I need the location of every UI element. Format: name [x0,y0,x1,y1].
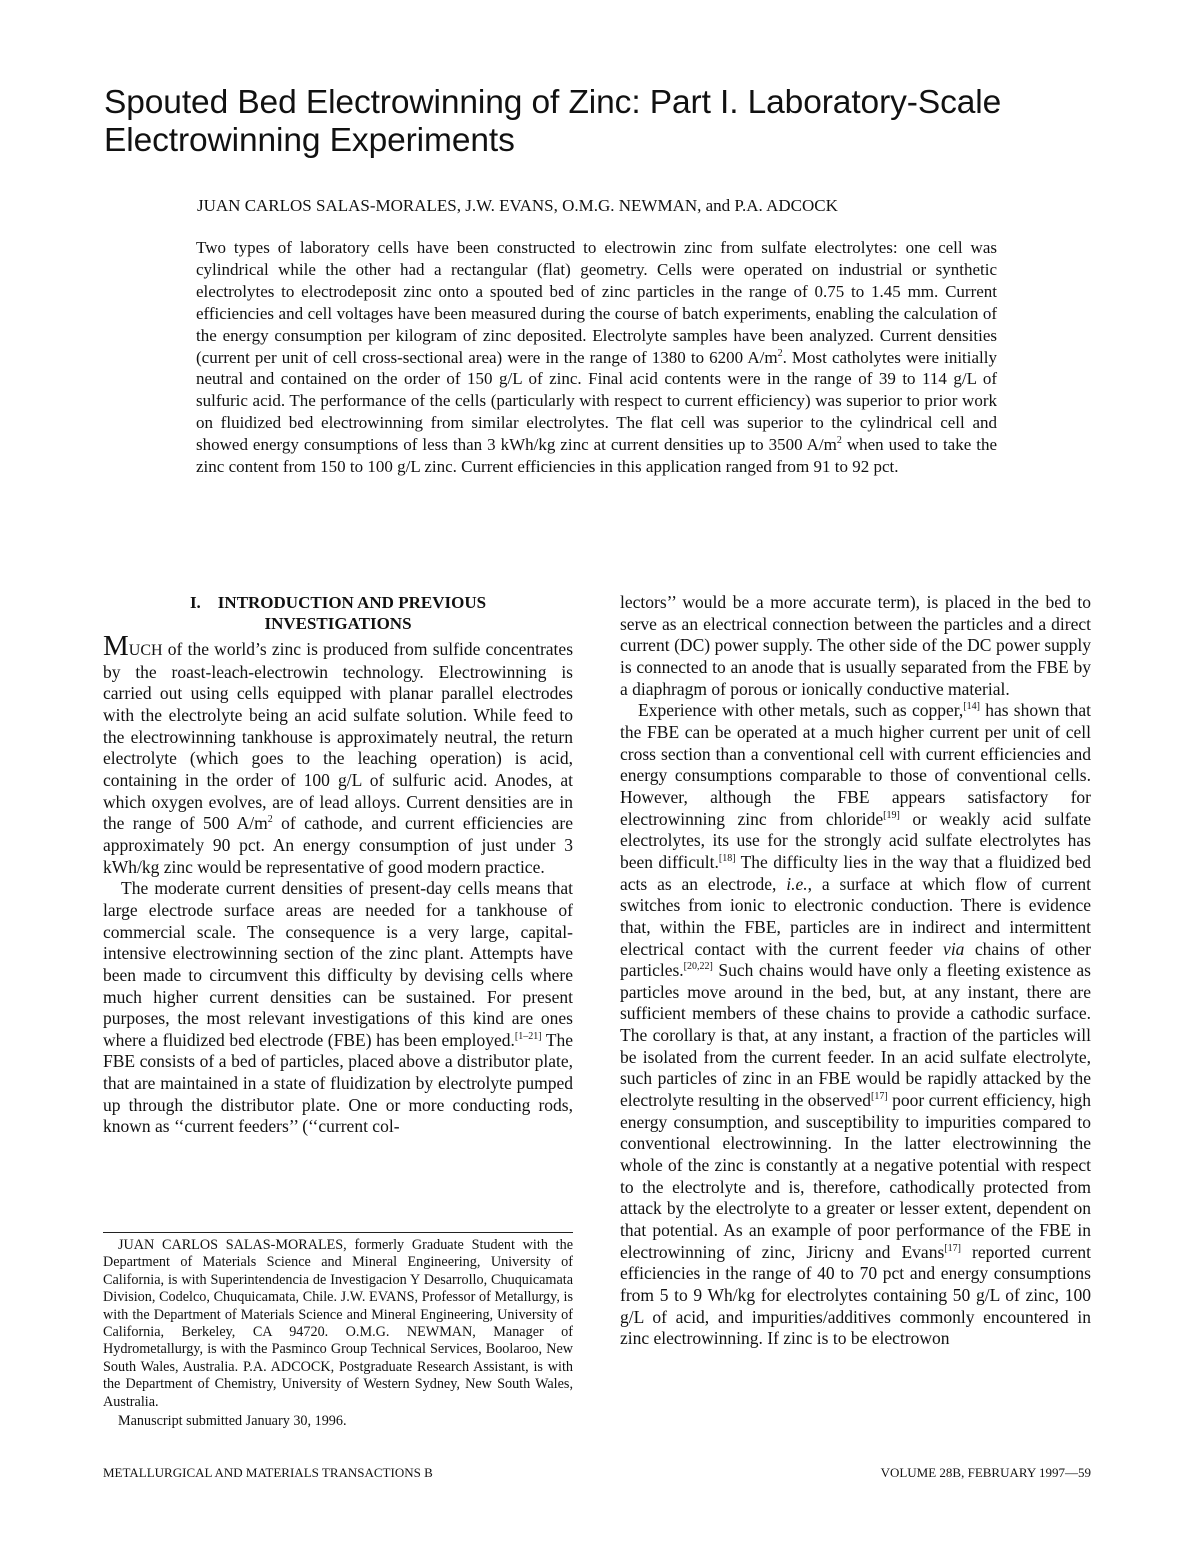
paragraph-text: or weakly acid sulfate electrolytes, its use for the strongly acid sulfate electrolytes has been difficult. [620,808,1092,872]
fbe-paragraph [620,700,1091,1350]
citation: [17] [870,1091,888,1103]
citation: [18] [718,852,736,864]
abstract-text: when used to take the zinc content from 150 to 100 g/L zinc. Current efficiencies in this application ranged from 91 to 92 pct. [196,435,997,477]
citation: [14] [963,701,980,713]
section-heading: I. INTRODUCTION AND PREVIOUS INVESTIGATIONS [189,593,487,633]
paragraph-text: of cathode, and current efficiencies are approximately 90 pct. An energy consumption of just under 3 kWh/kg zinc would be representative of good modern practice. [103,813,573,877]
continued-paragraph: lectors’’ would be a more accurate term), is placed in the bed to serve as an electrical connection between the particles and a direct current (DC) power supply. The other side of the DC power supply is connected to an anode that is usually separated from the FBE by a diaphragm of porous or ionically conductive material. [620,592,1091,699]
superscript: 2 [777,347,783,359]
intro-paragraph-2 [103,878,573,1138]
right-column [620,592,1091,1350]
abstract-text: Two types of laboratory cells have been constructed to electrowin zinc from sulfate electrolytes: one cell was cylindrical while the other had a rectangular (flat) geometry. Cells were operated on industrial or synthetic electrolytes to electrodeposit zinc onto a spouted bed of zinc particles in the range of 0.75 to 1.45 mm. Current efficiencies and cell voltages have been measured during the course of batch experiments, enabling the calculation of the energy consumption per kilogram of zinc deposited. Electrolyte samples have been analyzed. Current densities (current per unit of cell cross-sectional area) were in the range of 1380 to 6200 A/m [196,238,997,367]
left-column [103,592,573,1138]
paragraph-text: chains of other particles. [620,938,1092,981]
citation: [1–21] [514,1030,542,1042]
volume-page-footer: VOLUME 28B, FEBRUARY 1997—59 [880,1465,1091,1480]
italic-text: via [943,938,965,959]
paragraph-text: has shown that the FBE can be operated at a much higher current per unit of cell cross section than a conventional cell with current efficiencies and energy consumptions comparable to those of conventional cells. However, although the FBE appears satisfactory for electrowinning zinc from chloride [620,700,1091,829]
paragraph-text: reported current efficiencies in the range of 40 to 70 pct and energy consumptions from 5 to 9 Wh/kg for electrolytes containing 50 g/L of zinc, 100 g/L of acid, and impurities/additives commonly encountered in zinc electrowinning. If zinc is to be electrowon [620,1241,1092,1349]
paragraph-text: Such chains would have only a fleeting existence as particles move around in the bed, but, at any instant, there are sufficient members of these chains to provide a cathodic surface. The corollary is that, at any instant, a fraction of the particles will be isolated from the current feeder. In an acid sulfate electrolyte, such particles of zinc in an FBE would be rapidly attacked by the electrolyte resulting in the observed [620,960,1091,1111]
citation: [19] [883,809,900,821]
italic-text: i.e. [786,873,808,894]
paragraph-text: The moderate current densities of present-day cells means that large electrode surface areas are needed for a tankhouse of commercial scale. The consequence is a very large, capital-intensive electrowinning section of the zinc plant. Attempts have been made to circumvent this difficulty by devising cells where much higher current densities can be sustained. For present purposes, the most relevant investigations of this kind are ones where a fluidized bed electrode (FBE) has been employed. [103,878,573,1050]
author-list: JUAN CARLOS SALAS-MORALES, J.W. EVANS, O.M.G. NEWMAN, and P.A. ADCOCK [197,196,838,215]
citation: [17] [944,1242,961,1254]
submission-date: Manuscript submitted January 30, 1996. [118,1413,347,1429]
paragraph-text: The difficulty lies in the way that a fluidized bed acts as an electrode, [620,851,1091,894]
paragraph-text: The FBE consists of a bed of particles, placed above a distributor plate, that are maintained in a state of fluidization by electrolyte pumped up through the distributor plate. One or more conducting rods, known as ‘‘current feeders’’ (‘‘current col- [103,1029,573,1137]
intro-paragraph-1 [103,630,573,878]
journal-name-footer: METALLURGICAL AND MATERIALS TRANSACTIONS B [103,1465,433,1480]
paragraph-text: poor current efficiency, high energy consumption, and susceptibility to impurities compared to conventional electrowinning. In the latter electrowinning the whole of the zinc is constantly at a negative potential with respect to the electrolyte and is, therefore, cathodically protected from attack by the electrolyte to a greater or lesser extent, dependent on that potential. As an example of poor performance of the FBE in electrowinning of zinc, Jiricny and Evans [620,1090,1091,1262]
footnote-divider [103,1232,573,1233]
paragraph-text: Experience with other metals, such as copper, [638,700,964,721]
paragraph-text: of the world’s zinc is produced from sulfide concentrates by the roast-leach-electrowin technology. Electrowinning is carried out using cells equipped with planar parallel electrodes with the electrolyte being an acid sulfate solution. While feed to the electrowinning tankhouse is approximately neutral, the return electrolyte (which goes to the leaching operation) is acid, containing in the order of 100 g/L of sulfuric acid. Anodes, at which oxygen evolves, are of lead alloys. Current densities are in the range of 500 A/m [103,639,573,834]
small-caps-text: UCH [128,642,163,659]
paragraph-text: , a surface at which flow of current switches from ionic to electronic conduction. There is evidence that, within the FBE, particles are in indirect and intermittent electrical contact with the current feeder [620,873,1091,959]
abstract [196,237,997,478]
superscript: 2 [267,814,273,826]
author-affiliations-footnote: JUAN CARLOS SALAS-MORALES, formerly Graduate Student with the Department of Materials Science and Mineral Engineering, University of California, is with Superintendencia de Investigacion Y Desarrollo, Chuquicamata Division, Codelco, Chuquicamata, Chile. J.W. EVANS, Professor of Metallurgy, is with the Department of Materials Science and Mineral Engineering, University of California, Berkeley, CA 94720. O.M.G. NEWMAN, Manager of Hydrometallurgy, is with the Pasminco Group Technical Services, Boolaroo, New South Wales, Australia. P.A. ADCOCK, Postgraduate Research Assistant, is with the Department of Chemistry, University of Western Sydney, New South Wales, Australia. [103,1237,573,1410]
drop-cap: M [103,630,129,662]
citation: [20,22] [683,961,713,973]
article-title: Spouted Bed Electrowinning of Zinc: Part I. Laboratory-Scale Electrowinning Experiments [104,84,1002,159]
abstract-text: . Most catholytes were initially neutral and contained on the order of 150 g/L of zinc. Final acid contents were in the range of 39 to 114 g/L of sulfuric acid. The performance of the cells (particularly with respect to current efficiency) was superior to prior work on fluidized bed electrowinning from similar electrolytes. The flat cell was superior to the cylindrical cell and showed energy consumptions of less than 3 kWh/kg zinc at current densities up to 3500 A/m [196,347,997,455]
superscript: 2 [836,435,842,447]
